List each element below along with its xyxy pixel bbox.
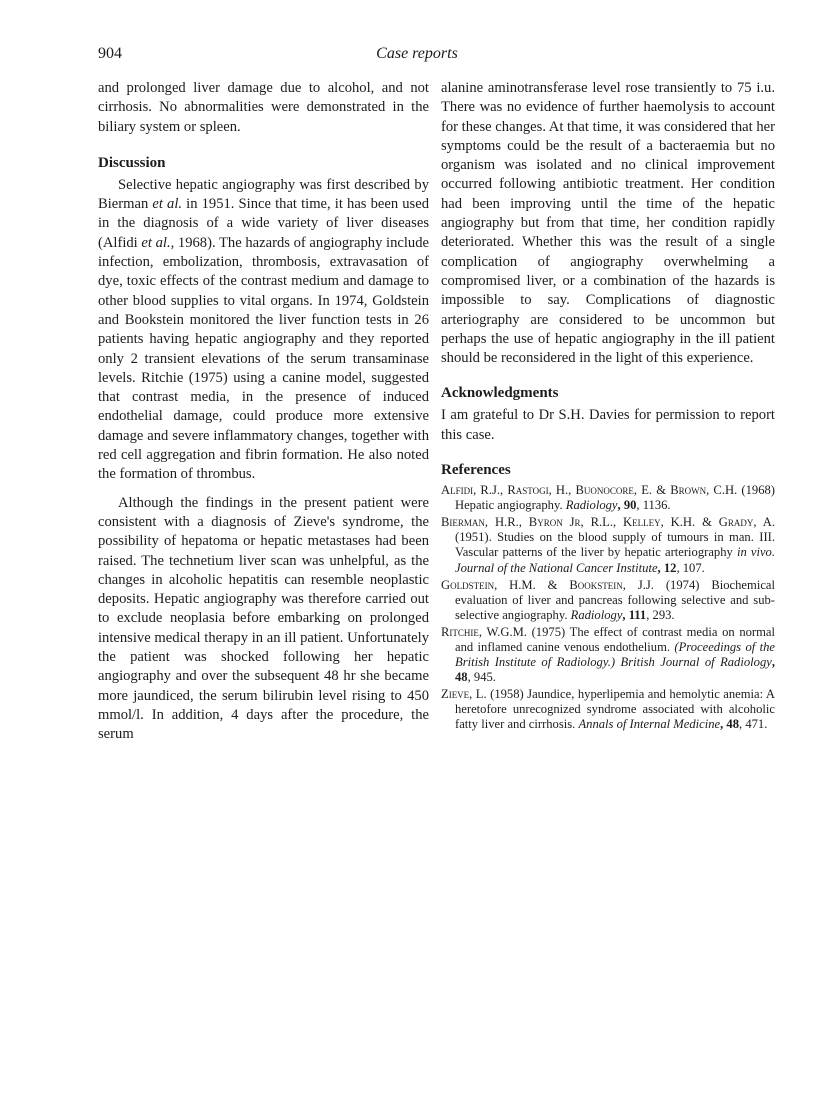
discussion-heading: Discussion <box>98 154 166 171</box>
discussion-paragraph-1: Selective hepatic angiography was first described by Bierman et al. in 1951. Since that time, it has been used in the diagnosis of a wide variety of liver diseases (Alfidi et al., 1968). The hazards of angiography include infection, embolization, thrombosis, extravasation of dye, toxic effects of the contrast medium and damage to other blood supplies to vital organs. In 1974, Goldstein and Bookstein monitored the liver function tests in 26 patients having hepatic angiography and they reported only 2 transient elevations of the serum transaminase levels. Ritchie (1975) using a canine model, suggested that contrast media, in the presence of induced endothelial damage, could produce more extensive damage and severe inflammatory changes, together with red cell aggregation and fibrin formation. He also noted the formation of thrombus. <box>98 176 430 483</box>
references-heading: References <box>441 462 511 479</box>
page-header <box>98 45 736 65</box>
running-head: Case reports <box>376 45 458 62</box>
continued-paragraph: alanine aminotransferase level rose transiently to 75 i.u. There was no evidence of further haemolysis to account for these changes. At that time, it was considered that her symptoms could be the result of a bacteraemia but no organism was isolated and no clinical improvement occurred following antibiotic treatment. Her condition had been improving until the time of the hepatic angiography but from that time, her condition rapidly deteriorated. Whether this was the result of a single complication of angiography overwhelming a compromised liver, or a combination of the hazards is impossible to say. Complications of diagnostic arteriography are considered to be uncommon but perhaps the use of hepatic angiography in the ill patient should be reconsidered in the light of this experience. <box>441 80 775 367</box>
intro-paragraph: and prolonged liver damage due to alcohol, and not cirrhosis. No abnormalities were demonstrated in the biliary system or spleen. <box>98 80 429 135</box>
right-column <box>441 79 775 735</box>
discussion-paragraph-2: Although the findings in the present patient were consistent with a diagnosis of Zieve's syndrome, the possibility of hepatoma or hepatic metastases had been raised. The technetium liver scan was unhelpful, as the changes in alcoholic hepatitis can resemble neoplastic deposits. Hepatic angiography was therefore carried out to exclude neoplasia before embarking on prolonged intensive medical therapy in an ill patient. Unfortunately the patient was shocked following her hepatic angiography and over the subsequent 48 hr she became more jaundiced, the serum bilirubin level rising to 450 mmol/l. In addition, 4 days after the procedure, the serum <box>98 494 429 743</box>
page-number: 904 <box>98 45 122 62</box>
acknowledgments-text: I am grateful to Dr S.H. Davies for permission to report this case. <box>441 407 775 443</box>
reference-list <box>441 483 775 733</box>
left-column <box>98 79 429 745</box>
acknowledgments-heading: Acknowledgments <box>441 385 559 402</box>
reference-item: Bierman, H.R., Byron Jr, R.L., Kelley, K.H. & Grady, A. (1951). Studies on the blood supply of tumours in man. III. Vascular patterns of the liver by hepatic arteriography in vivo. Journal of the National Cancer Institute, 12, 107. <box>441 515 775 575</box>
reference-item: Goldstein, H.M. & Bookstein, J.J. (1974) Biochemical evaluation of liver and pancreas following selective and sub-selective angiography. Radiology, 111, 293. <box>441 577 775 622</box>
reference-item: Ritchie, W.G.M. (1975) The effect of contrast media on normal and inflamed canine venous endothelium. (Proceedings of the British Institute of Radiology.) British Journal of Radiology, 48, 945. <box>441 624 776 685</box>
reference-item: Zieve, L. (1958) Jaundice, hyperlipemia and hemolytic anemia: A heretofore unrecognized syndrome associated with alcoholic fatty liver and cirrhosis. Annals of Internal Medicine, 48, 471. <box>441 687 775 732</box>
reference-item: Alfidi, R.J., Rastogi, H., Buonocore, E. & Brown, C.H. (1968) Hepatic angiography. Radiology, 90, 1136. <box>441 483 775 513</box>
